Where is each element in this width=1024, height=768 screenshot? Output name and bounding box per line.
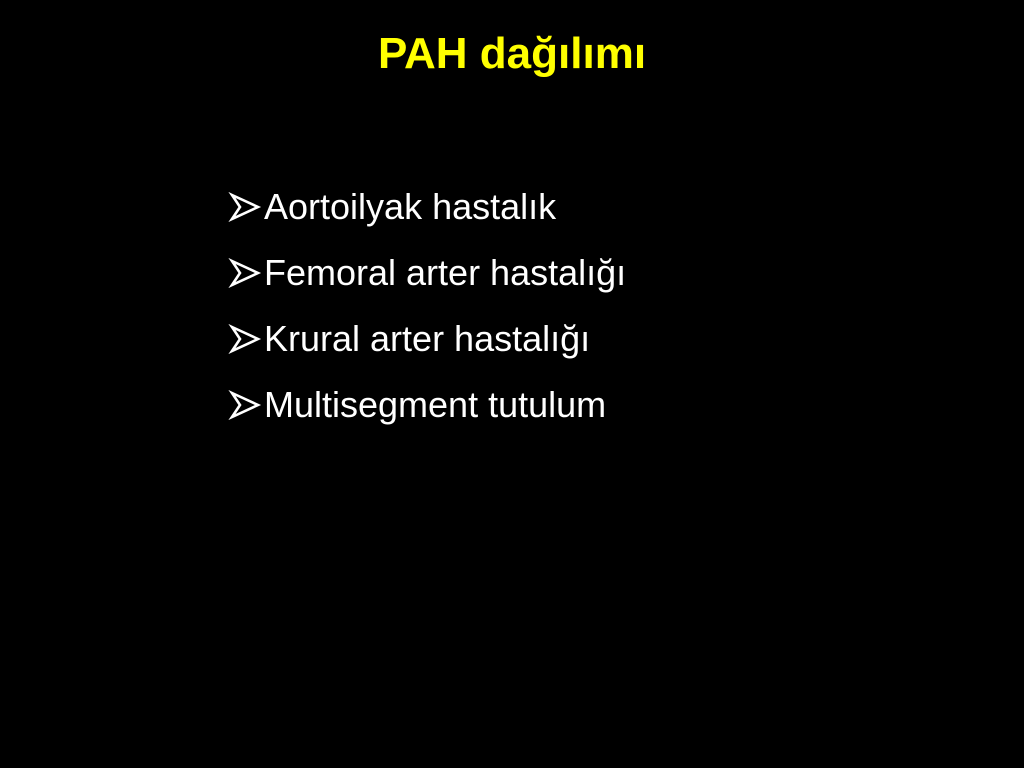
arrow-bullet-icon [228, 324, 262, 354]
list-item [228, 306, 626, 372]
list-item [228, 240, 626, 306]
list-item [228, 174, 626, 240]
arrow-bullet-icon [228, 192, 262, 222]
slide-title: PAH dağılımı [377, 29, 647, 78]
bullet-label: Femoral arter hastalığı [264, 252, 627, 293]
arrow-bullet-icon [228, 258, 262, 288]
bullet-list [228, 174, 626, 438]
bullet-label: Krural arter hastalığı [264, 318, 591, 359]
arrow-bullet-icon [228, 390, 262, 420]
list-item [228, 372, 626, 438]
bullet-label: Multisegment tutulum [264, 384, 607, 425]
bullet-label: Aortoilyak hastalık [264, 186, 557, 227]
